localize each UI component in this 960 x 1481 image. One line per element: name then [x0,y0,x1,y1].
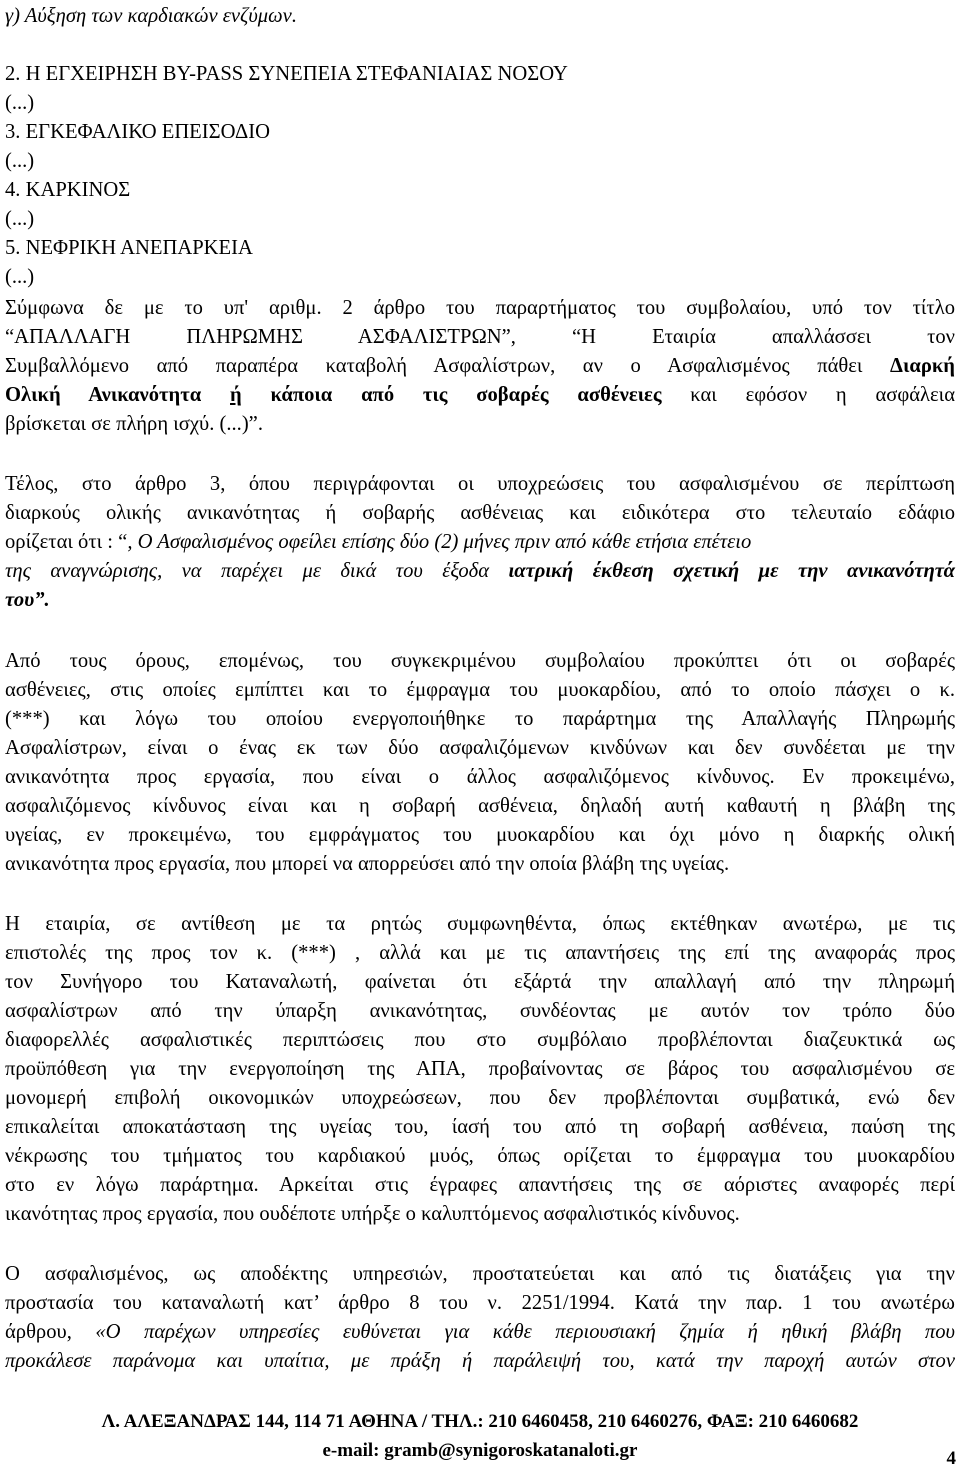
list-ellipsis: (...) [5,92,35,114]
footer-email: e-mail: gramb@synigoroskatanaloti.gr [322,1440,638,1461]
text-line: ασφαλιζόμενος κίνδυνος είναι και η σοβαρή ασθένεια, δηλαδή αυτή καθαυτή η βλάβη της [5,795,955,817]
text-line: προκάλεσε παράνομα και υπαίτια, με πράξη ή παράλειψή του, κατά την παροχή αυτών στον [5,1350,955,1372]
page-number: 4 [946,1448,956,1469]
text-line: διαρκούς ολικής ανικανότητας ή σοβαρής ασθένειας και ειδικότερα στο τελευταίο εδάφιο [5,502,955,524]
text-line: του”. [5,589,50,611]
text-line: Ο ασφαλισμένος, ως αποδέκτης υπηρεσιών, προστατεύεται και από τις διατάξεις για την [5,1263,955,1285]
page-footer [0,1407,960,1465]
text-line: ανικανότητα προς εργασία, που είναι ο άλλος ασφαλιζόμενος κίνδυνος. Εν προκειμένω, [5,766,955,788]
text-line: στο εν λόγω παράρτημα. Αρκείται στις έγραφες απαντήσεις της σε αόριστες αναφορές περί [5,1174,955,1196]
text-line: ασφαλίστρων από την ύπαρξη ανικανότητας, συνδέοντας με αυτόν τον τρόπο δύο [5,1000,955,1022]
paragraph-annex-article-2 [5,294,955,439]
list-block [5,2,955,292]
list-ellipsis: (...) [5,150,35,172]
text-line: Ασφαλίστρων, είναι ο ένας εκ των δύο ασφαλιζόμενων κινδύνων και δεν συνδέεται με την [5,737,955,759]
footer-address: Λ. ΑΛΕΞΑΝΔΡΑΣ 144, 114 71 ΑΘΗΝΑ / ΤΗΛ.: 210 6460458, 210 6460276, ΦΑΞ: 210 6460682 [101,1411,859,1432]
text-line: άρθρου, «Ο παρέχων υπηρεσίες ευθύνεται για κάθε περιουσιακή ζημία ή ηθική βλάβη που [5,1321,955,1343]
text-line: ικανότητας προς εργασία, που ουδέποτε υπήρξε ο καλυπτόμενος ασφαλιστικός κίνδυνος. [5,1203,740,1225]
text-line: προϋπόθεση για την ενεργοποίηση της ΑΠΑ, προβαίνοντας σε βάρος του ασφαλισμένου σε [5,1058,955,1080]
paragraph-terms-conclusion [5,647,955,879]
text-line: της αναγνώρισης, να παρέχει με δικά του έξοδα ιατρική έκθεση σχετική με την ανικανότητά [5,560,955,582]
list-item-g: γ) Αύξηση των καρδιακών ενζύμων. [5,5,297,27]
text-line: Η εταιρία, σε αντίθεση με τα ρητώς συμφωνηθέντα, όπως εκτέθηκαν ανωτέρω, με τις [5,913,955,935]
text-line: διαφορελλές ασφαλιστικές περιπτώσεις που στο συμβόλαιο προβλέπονται διαζευκτικά ως [5,1029,955,1051]
paragraph-company-position [5,910,955,1229]
list-ellipsis: (...) [5,208,35,230]
text-line: ασθένειες, στις οποίες εμπίπτει και το έμφραγμα του μυοκαρδίου, από το οποίο πάσχει ο κ. [5,679,955,701]
text-line: Σύμφωνα δε με το υπ' αριθμ. 2 άρθρο του παραρτήματος του συμβολαίου, υπό τον τίτλο [5,297,955,319]
text-line: επικαλείται αποκατάσταση της υγείας του, ίασή του από τη σοβαρή ασθένεια, παύση της [5,1116,955,1138]
text-line: ορίζεται ότι : “, Ο Ασφαλισμένος οφείλει επίσης δύο (2) μήνες πριν από κάθε ετήσια επέτειο [5,531,752,553]
text-line: ανικανότητα προς εργασία, που μπορεί να απορρεύσει από την οποία βλάβη της υγείας. [5,853,730,875]
text-line: Συμβαλλόμενο από παραπέρα καταβολή Ασφαλίστρων, αν ο Ασφαλισμένος πάθει Διαρκή [5,355,955,377]
text-line: προστασία του καταναλωτή κατ’ άρθρο 8 του ν. 2251/1994. Κατά την παρ. 1 του ανωτέρω [5,1292,955,1314]
text-line: “ΑΠΑΛΛΑΓΗ ΠΛΗΡΩΜΗΣ ΑΣΦΑΛΙΣΤΡΩΝ”, “Η Εταιρία απαλλάσσει τον [5,326,955,348]
list-item-2: 2. Η ΕΓΧΕΙΡΗΣΗ BY-PASS ΣΥΝΕΠΕΙΑ ΣΤΕΦΑΝΙΑΙΑΣ ΝΟΣΟΥ [5,63,568,85]
list-item-3: 3. ΕΓΚΕΦΑΛΙΚΟ ΕΠΕΙΣΟΔΙΟ [5,121,270,143]
text-line: (***) και λόγω του οποίου ενεργοποιήθηκε το παράρτημα της Απαλλαγής Πληρωμής [5,708,955,730]
text-line: τον Συνήγορο του Καταναλωτή, φαίνεται ότι εξάρτά την απαλλαγή από την πληρωμή [5,971,955,993]
text-line: Τέλος, στο άρθρο 3, όπου περιγράφονται οι υποχρεώσεις του ασφαλισμένου σε περίπτωση [5,473,955,495]
text-line: νέκρωσης του τμήματος του καρδιακού μυός, όπως ορίζεται το έμφραγμα του μυοκαρδίου [5,1145,955,1167]
text-line: επιστολές της προς τον κ. (***) , αλλά και με τις απαντήσεις της επί της αναφοράς προς [5,942,955,964]
text-line: Από τους όρους, επομένως, του συγκεκριμένου συμβολαίου προκύπτει ότι οι σοβαρές [5,650,955,672]
text-line: βρίσκεται σε πλήρη ισχύ. (...)”. [5,413,263,435]
text-line: υγείας, εν προκειμένω, του εμφράγματος του μυοκαρδίου και όχι μόνο η διαρκής ολική [5,824,955,846]
list-ellipsis: (...) [5,266,35,288]
list-item-5: 5. ΝΕΦΡΙΚΗ ΑΝΕΠΑΡΚΕΙΑ [5,237,253,259]
paragraph-article-3 [5,470,955,615]
paragraph-consumer-protection [5,1260,955,1376]
list-item-4: 4. ΚΑΡΚΙΝΟΣ [5,179,131,201]
text-line: μονομερή επιβολή οικονομικών υποχρεώσεων, που δεν προβλέπονται συμβατικά, ενώ δεν [5,1087,955,1109]
text-line: Ολική Ανικανότητα ή κάποια από τις σοβαρές ασθένειες και εφόσον η ασφάλεια [5,384,955,406]
